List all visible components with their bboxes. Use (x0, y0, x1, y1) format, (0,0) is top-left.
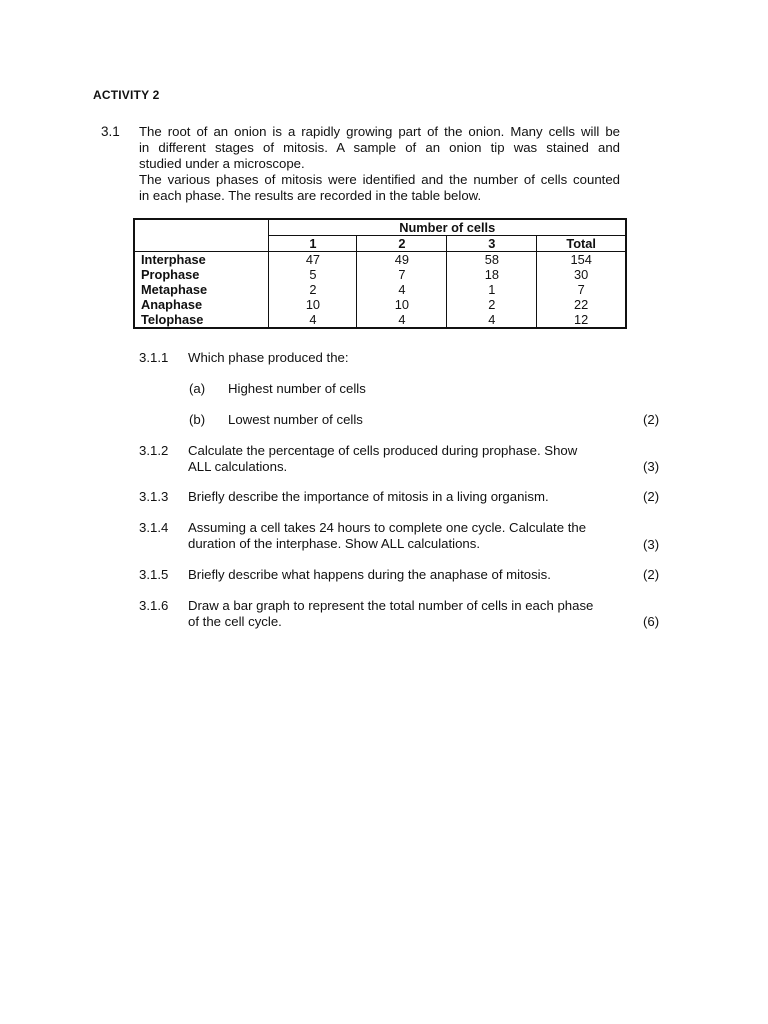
marks-allocation: (6) (643, 614, 660, 629)
table-cell: 12 (537, 312, 626, 328)
table-cell: 4 (357, 282, 447, 297)
table-cell: 4 (357, 312, 447, 328)
subquestion-line: ALL calculations. (188, 459, 288, 474)
table-cell: 1 (447, 282, 537, 297)
table-cell: 2 (269, 282, 357, 297)
subquestion-number: 3.1.2 (139, 443, 169, 458)
subquestion-line: Briefly describe the importance of mitosis in a living organism. (188, 489, 549, 504)
subquestion-line: Draw a bar graph to represent the total number of cells in each phase (188, 598, 594, 613)
marks-allocation: (2) (643, 567, 660, 582)
table-cell: 18 (447, 267, 537, 282)
marks-allocation: (2) (643, 489, 660, 504)
subquestion-line: duration of the interphase. Show ALL calculations. (188, 536, 481, 551)
phase-name: Anaphase (134, 297, 269, 312)
subquestion-text (188, 350, 620, 366)
table-cell: 2 (447, 297, 537, 312)
table-row (134, 312, 626, 328)
question-number: 3.1 (101, 124, 120, 139)
table-cell: 7 (537, 282, 626, 297)
table-column-header: 2 (357, 236, 447, 252)
subquestion-text (188, 567, 620, 583)
marks-allocation: (2) (643, 412, 660, 427)
part-text: Lowest number of cells (228, 412, 363, 427)
table-cell: 5 (269, 267, 357, 282)
subquestion-line: Assuming a cell takes 24 hours to complete one cycle. Calculate the (188, 520, 587, 535)
table-row (134, 297, 626, 312)
table-cell: 154 (537, 252, 626, 268)
table-cell: 7 (357, 267, 447, 282)
marks-allocation: (3) (643, 537, 660, 552)
subquestion-text (188, 489, 620, 505)
intro-line: The various phases of mitosis were identified and the number of cells counted (139, 172, 620, 187)
mitosis-cell-count-table (133, 218, 627, 329)
subquestion-line: Briefly describe what happens during the anaphase of mitosis. (188, 567, 551, 582)
table-cell: 10 (357, 297, 447, 312)
table-cell: 49 (357, 252, 447, 268)
table-corner-cell (134, 219, 269, 252)
question-intro (139, 124, 620, 204)
table-cell: 58 (447, 252, 537, 268)
phase-name: Metaphase (134, 282, 269, 297)
table-column-header: 1 (269, 236, 357, 252)
subquestion-number: 3.1.3 (139, 489, 169, 504)
subquestion-text (188, 443, 620, 475)
table-row (134, 267, 626, 282)
intro-line: The root of an onion is a rapidly growing part of the onion. Many cells will be (139, 124, 620, 139)
table-row (134, 252, 626, 268)
subquestion-text (188, 520, 620, 552)
activity-title: ACTIVITY 2 (93, 88, 160, 102)
intro-line: studied under a microscope. (139, 156, 305, 171)
marks-allocation: (3) (643, 459, 660, 474)
subquestion-text (188, 598, 620, 630)
table-group-header-row (134, 219, 626, 236)
part-text: Highest number of cells (228, 381, 366, 396)
intro-line: in different stages of mitosis. A sample of an onion tip was stained and (139, 140, 620, 155)
subquestion-line: Which phase produced the: (188, 350, 349, 365)
subquestion-number: 3.1.6 (139, 598, 169, 613)
table-cell: 4 (447, 312, 537, 328)
phase-name: Prophase (134, 267, 269, 282)
intro-line: in each phase. The results are recorded in the table below. (139, 188, 482, 203)
table-column-header: Total (537, 236, 626, 252)
table-cell: 47 (269, 252, 357, 268)
subquestion-line: of the cell cycle. (188, 614, 282, 629)
table-row (134, 282, 626, 297)
table-cell: 22 (537, 297, 626, 312)
phase-name: Telophase (134, 312, 269, 328)
subquestion-line: Calculate the percentage of cells produced during prophase. Show (188, 443, 578, 458)
table-column-header: 3 (447, 236, 537, 252)
part-letter: (a) (189, 381, 206, 396)
subquestion-number: 3.1.5 (139, 567, 169, 582)
phase-name: Interphase (134, 252, 269, 268)
table-cell: 30 (537, 267, 626, 282)
subquestion-number: 3.1.1 (139, 350, 169, 365)
table-group-header: Number of cells (269, 219, 626, 236)
subquestion-number: 3.1.4 (139, 520, 169, 535)
table-cell: 4 (269, 312, 357, 328)
table-cell: 10 (269, 297, 357, 312)
part-letter: (b) (189, 412, 206, 427)
